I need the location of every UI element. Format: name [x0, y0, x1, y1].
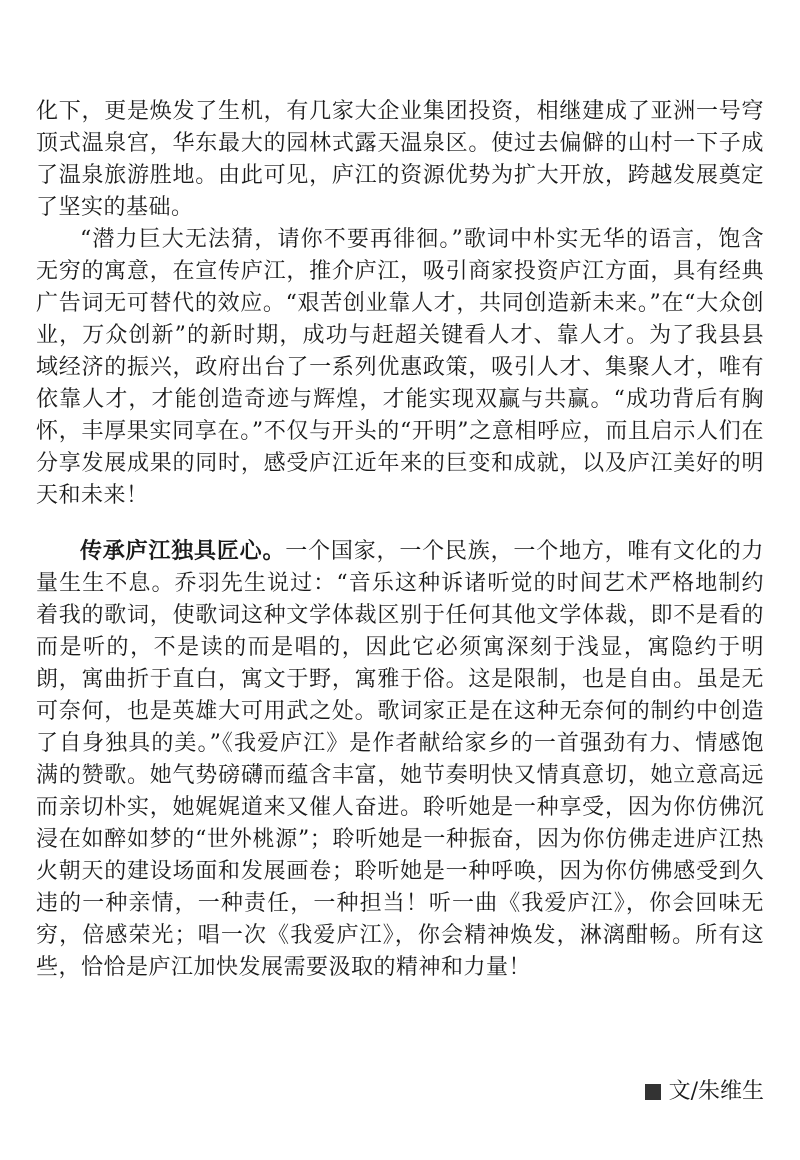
body-paragraph-3	[36, 536, 764, 984]
section-body: 一个国家，一个民族，一个地方，唯有文化的力量生生不息。乔羽先生说过：“音乐这种诉诸听觉的时间艺术严格地制约着我的歌词，使歌词这种文学体裁区别于任何其他文学体裁，即不是看的而是听的，不是读的而是唱的，因此它必须寓深刻于浅显，寓隐约于明朗，寓曲折于直白，寓文于野，寓雅于俗。这是限制，也是自由。虽是无可奈何，也是英雄大可用武之处。歌词家正是在这种无奈何的制约中创造了自身独具的美。”《我爱庐江》是作者献给家乡的一首强劲有力、情感饱满的赞歌。她气势磅礴而蕴含丰富，她节奏明快又情真意切，她立意高远而亲切朴实，她娓娓道来又催人奋进。聆听她是一种享受，因为你仿佛沉浸在如醉如梦的“世外桃源”；聆听她是一种振奋，因为你仿佛走进庐江热火朝天的建设场面和发展画卷；聆听她是一种呼唤，因为你仿佛感受到久违的一种亲情，一种责任，一种担当！听一曲《我爱庐江》，你会回味无穷，倍感荣光；唱一次《我爱庐江》，你会精神焕发，淋漓酣畅。所有这些，恰恰是庐江加快发展需要汲取的精神和力量！	[36, 539, 764, 980]
body-paragraph-1: 化下，更是焕发了生机，有几家大企业集团投资，相继建成了亚洲一号穹顶式温泉宫，华东最大的园林式露天温泉区。使过去偏僻的山村一下子成了温泉旅游胜地。由此可见，庐江的资源优势为扩大开放，跨越发展奠定了坚实的基础。	[36, 99, 764, 220]
author-byline	[645, 1076, 764, 1108]
author-name: 文/朱维生	[668, 1079, 764, 1104]
section-heading: 传承庐江独具匠心。	[80, 539, 286, 564]
square-bullet-icon	[645, 1084, 661, 1100]
body-paragraph-2: “潜力巨大无法猜，请你不要再徘徊。”歌词中朴实无华的语言，饱含无穷的寓意，在宣传庐江，推介庐江，吸引商家投资庐江方面，具有经典广告词无可替代的效应。“艰苦创业靠人才，共同创造新未来。”在“大众创业，万众创新”的新时期，成功与赶超关键看人才、靠人才。为了我县县域经济的振兴，政府出台了一系列优惠政策，吸引人才、集聚人才，唯有依靠人才，才能创造奇迹与辉煌，才能实现双赢与共赢。“成功背后有胸怀，丰厚果实同享在。”不仅与开头的“开明”之意相呼应，而且启示人们在分享发展成果的同时，感受庐江近年来的巨变和成就，以及庐江美好的明天和未来！	[36, 227, 764, 508]
